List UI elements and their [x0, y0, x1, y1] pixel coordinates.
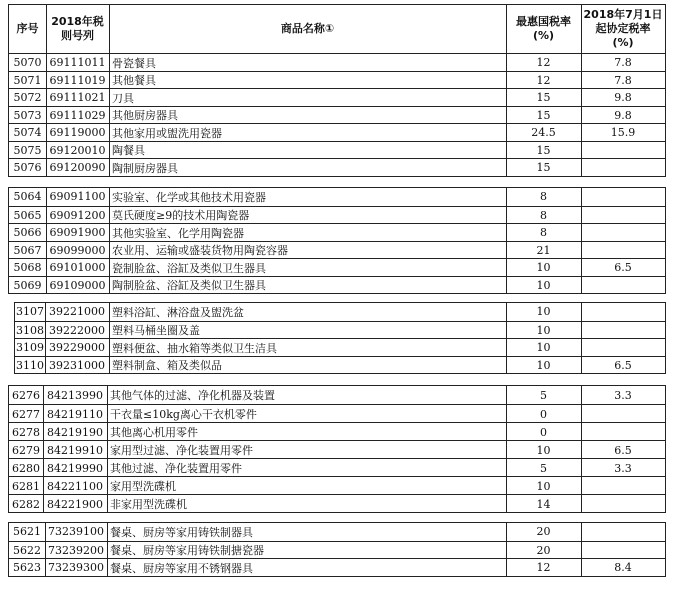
agreement-rate-cell: 7.8: [614, 56, 632, 70]
table-row: [9, 223, 665, 242]
column-divider: [506, 188, 507, 293]
name-cell: 塑料便盆、抽水箱等类似卫生洁具: [112, 341, 277, 355]
mfn-rate-cell: 20: [536, 543, 551, 557]
code-cell: 39231000: [49, 358, 105, 372]
header-text: 商品名称①: [280, 22, 335, 35]
code-cell: 84219190: [47, 425, 103, 439]
column-divider: [506, 5, 507, 176]
code-cell: 84221100: [47, 479, 103, 493]
name-cell: 其他离心机用零件: [110, 426, 198, 439]
column-divider: [581, 303, 582, 373]
name-cell: 莫氏硬度≥9的技术用陶瓷器: [112, 209, 250, 223]
agreement-rate-cell: 15.9: [610, 126, 636, 140]
column-divider: [581, 5, 582, 176]
mfn-rate-cell: 10: [536, 341, 551, 355]
code-header: [46, 5, 109, 53]
seq-cell: 3109: [16, 341, 44, 355]
seq-cell: 5622: [13, 543, 41, 557]
name-cell: 其他过滤、净化装置用零件: [110, 462, 242, 475]
code-cell: 73239300: [48, 561, 104, 575]
code-cell: 69111021: [49, 91, 106, 105]
code-cell: 84219110: [47, 407, 103, 421]
table-row: [9, 123, 665, 142]
seq-cell: 3110: [16, 358, 44, 372]
header-text: 序号: [16, 22, 39, 35]
tariff-table-block: [8, 187, 666, 294]
seq-cell: 6276: [12, 388, 40, 402]
name-cell: 塑料浴缸、淋浴盘及盥洗盆: [112, 305, 244, 319]
column-divider: [107, 386, 108, 512]
seq-cell: 5068: [13, 261, 42, 275]
name-cell: 其他餐具: [112, 74, 156, 88]
table-row: [9, 206, 665, 225]
table-row: [15, 321, 665, 340]
column-divider: [109, 188, 110, 293]
name-cell: 塑料马桶坐圈及盖: [112, 324, 200, 338]
name-cell: 刀具: [112, 91, 134, 105]
name-cell: 干衣量≤10kg离心干衣机零件: [110, 408, 257, 421]
name-cell: 骨瓷餐具: [112, 56, 156, 70]
table-row: [9, 106, 665, 125]
name-cell: 家用型洗碟机: [110, 480, 176, 493]
name-cell: 陶制脸盆、浴缸及类似卫生器具: [112, 279, 266, 293]
seq-cell: 5623: [13, 561, 41, 575]
code-cell: 69099000: [49, 243, 106, 257]
mfn-rate-cell: 24.5: [531, 126, 556, 140]
code-cell: 84213990: [47, 388, 103, 402]
seq-cell: 6280: [12, 461, 40, 475]
seq-cell: 5070: [13, 56, 42, 70]
code-cell: 69091900: [49, 226, 106, 240]
column-divider: [109, 303, 110, 373]
header-text: (%): [612, 36, 634, 49]
agreement-rate-cell: [581, 523, 665, 541]
agreement-rate-cell: 8.4: [614, 561, 632, 575]
seq-cell: 5069: [13, 278, 42, 292]
column-divider: [45, 303, 46, 373]
seq-cell: 5071: [13, 73, 42, 87]
code-cell: 84221900: [47, 497, 103, 511]
code-cell: 69091100: [49, 190, 106, 204]
code-cell: 69109000: [49, 278, 106, 292]
code-cell: 69091200: [49, 208, 106, 222]
column-divider: [506, 386, 507, 512]
mfn-rate-cell: 21: [536, 243, 551, 257]
code-cell: 39221000: [49, 305, 105, 319]
header-text: 2018年7月1日: [583, 8, 663, 21]
agreement-rate-cell: 6.5: [614, 443, 632, 457]
name-cell: 家用型过滤、净化装置用零件: [110, 444, 253, 457]
mfn-rate-cell: 10: [536, 443, 551, 457]
code-cell: 73239100: [48, 525, 104, 539]
agreement-rate-cell: [581, 423, 665, 441]
mfn-rate-header: [506, 5, 581, 53]
agreement-rate-cell: 6.5: [614, 261, 632, 275]
code-cell: 69111011: [49, 56, 106, 70]
name-header: [109, 5, 506, 53]
seq-cell: 6282: [12, 497, 40, 511]
table-header: [9, 5, 665, 53]
watermark: [540, 562, 670, 590]
agreement-rate-cell: [581, 542, 665, 560]
name-cell: 其他家用或盥洗用瓷器: [112, 126, 222, 140]
column-divider: [506, 303, 507, 373]
mfn-rate-cell: 0: [540, 425, 547, 439]
mfn-rate-cell: 14: [536, 497, 551, 511]
name-cell: 其他实验室、化学用陶瓷器: [112, 226, 244, 240]
column-divider: [506, 523, 507, 576]
mfn-rate-cell: 20: [536, 525, 551, 539]
table-row: [9, 71, 665, 90]
agreement-rate-cell: [581, 303, 665, 321]
name-cell: 实验室、化学或其他技术用瓷器: [112, 190, 266, 204]
seq-cell: 5074: [13, 126, 42, 140]
agreement-rate-cell: 6.5: [614, 358, 632, 372]
seq-cell: 5065: [13, 208, 42, 222]
seq-cell: 5066: [13, 226, 42, 240]
column-divider: [109, 5, 110, 176]
code-cell: 69111019: [49, 73, 106, 87]
column-divider: [46, 5, 47, 176]
mfn-rate-cell: 10: [536, 323, 551, 337]
agreement-rate-cell: [581, 207, 665, 225]
seq-cell: 5076: [13, 161, 42, 175]
table-row: [9, 158, 665, 177]
header-text: 则号列: [61, 29, 94, 42]
seq-cell: 5072: [13, 91, 42, 105]
agreement-rate-cell: [581, 224, 665, 242]
seq-cell: 5073: [13, 108, 42, 122]
table-row: [9, 53, 665, 72]
code-cell: 69101000: [49, 261, 106, 275]
table-row: [15, 338, 665, 357]
mfn-rate-cell: 5: [540, 388, 547, 402]
name-cell: 非家用型洗碟机: [110, 498, 187, 511]
agreement-rate-header: [581, 5, 665, 53]
table-row: [15, 356, 665, 375]
seq-cell: 6281: [12, 479, 40, 493]
code-cell: 69111029: [49, 108, 106, 122]
name-cell: 餐桌、厨房等家用铸铁制搪瓷器: [110, 544, 264, 558]
agreement-rate-cell: 7.8: [614, 73, 632, 87]
agreement-rate-cell: [581, 142, 665, 160]
agreement-rate-cell: [581, 405, 665, 423]
agreement-rate-cell: [581, 277, 665, 295]
code-cell: 39229000: [49, 341, 105, 355]
agreement-rate-cell: [581, 188, 665, 206]
column-divider: [46, 188, 47, 293]
name-cell: 其他气体的过滤、净化机器及装置: [110, 389, 275, 402]
seq-cell: 6278: [12, 425, 40, 439]
header-text: 2018年税: [51, 15, 104, 28]
code-cell: 84219990: [47, 461, 103, 475]
mfn-rate-cell: 10: [536, 305, 551, 319]
mfn-rate-cell: 15: [536, 91, 551, 105]
column-divider: [581, 386, 582, 512]
mfn-rate-cell: 8: [540, 226, 547, 240]
name-cell: 陶餐具: [112, 144, 145, 158]
mfn-rate-cell: 5: [540, 461, 547, 475]
mfn-rate-cell: 15: [536, 108, 551, 122]
table-row: [9, 258, 665, 277]
code-cell: 69120010: [49, 143, 106, 157]
agreement-rate-cell: [581, 242, 665, 260]
table-row: [9, 276, 665, 295]
agreement-rate-cell: [581, 339, 665, 357]
seq-cell: 5064: [13, 190, 42, 204]
name-cell: 餐桌、厨房等家用铸铁制器具: [110, 525, 253, 539]
code-cell: 69119000: [49, 126, 106, 140]
column-divider: [107, 523, 108, 576]
mfn-rate-cell: 12: [536, 561, 551, 575]
tariff-table-block: [8, 385, 666, 513]
table-row: [15, 303, 665, 321]
header-text: (%): [532, 29, 555, 42]
name-cell: 餐桌、厨房等家用不锈钢器具: [110, 561, 253, 575]
mfn-rate-cell: 12: [536, 56, 551, 70]
agreement-rate-cell: [581, 495, 665, 513]
seq-cell: 3107: [16, 305, 44, 319]
agreement-rate-cell: [581, 322, 665, 340]
mfn-rate-cell: 10: [536, 358, 551, 372]
code-cell: 69120090: [49, 161, 106, 175]
header-text: 最惠国税率: [516, 15, 571, 28]
column-divider: [43, 386, 44, 512]
mfn-rate-cell: 12: [536, 73, 551, 87]
code-cell: 39222000: [49, 323, 105, 337]
agreement-rate-cell: 9.8: [614, 108, 632, 122]
mfn-rate-cell: 10: [536, 278, 551, 292]
agreement-rate-cell: [581, 477, 665, 495]
header-text: 起协定税率: [595, 22, 651, 35]
agreement-rate-cell: 3.3: [614, 388, 632, 402]
name-cell: 陶制厨房器具: [112, 161, 178, 175]
name-cell: 塑料制盒、箱及类似品: [112, 359, 222, 373]
code-cell: 73239200: [48, 543, 104, 557]
seq-cell: 3108: [16, 323, 44, 337]
tariff-table-block: [8, 4, 666, 177]
mfn-rate-cell: 0: [540, 407, 547, 421]
seq-cell: 5067: [13, 243, 42, 257]
mfn-rate-cell: 8: [540, 208, 547, 222]
name-cell: 瓷制脸盆、浴缸及类似卫生器具: [112, 261, 266, 275]
seq-cell: 6277: [12, 407, 40, 421]
mfn-rate-cell: 10: [536, 479, 551, 493]
table-row: [9, 141, 665, 160]
column-divider: [581, 188, 582, 293]
name-cell: 其他厨房器具: [112, 109, 178, 123]
table-row: [9, 188, 665, 206]
name-cell: 农业用、运输或盛装货物用陶瓷容器: [112, 244, 288, 258]
agreement-rate-cell: [581, 159, 665, 177]
mfn-rate-cell: 10: [536, 261, 551, 275]
column-divider: [45, 523, 46, 576]
seq-header: [9, 5, 46, 53]
seq-cell: 6279: [12, 443, 40, 457]
agreement-rate-cell: 9.8: [614, 91, 632, 105]
code-cell: 84219910: [47, 443, 103, 457]
seq-cell: 5621: [13, 525, 41, 539]
mfn-rate-cell: 15: [536, 161, 551, 175]
mfn-rate-cell: 15: [536, 143, 551, 157]
table-row: [9, 88, 665, 107]
agreement-rate-cell: 3.3: [614, 461, 632, 475]
seq-cell: 5075: [13, 143, 42, 157]
mfn-rate-cell: 8: [540, 190, 547, 204]
tariff-table-block: [14, 302, 666, 374]
table-row: [9, 241, 665, 260]
